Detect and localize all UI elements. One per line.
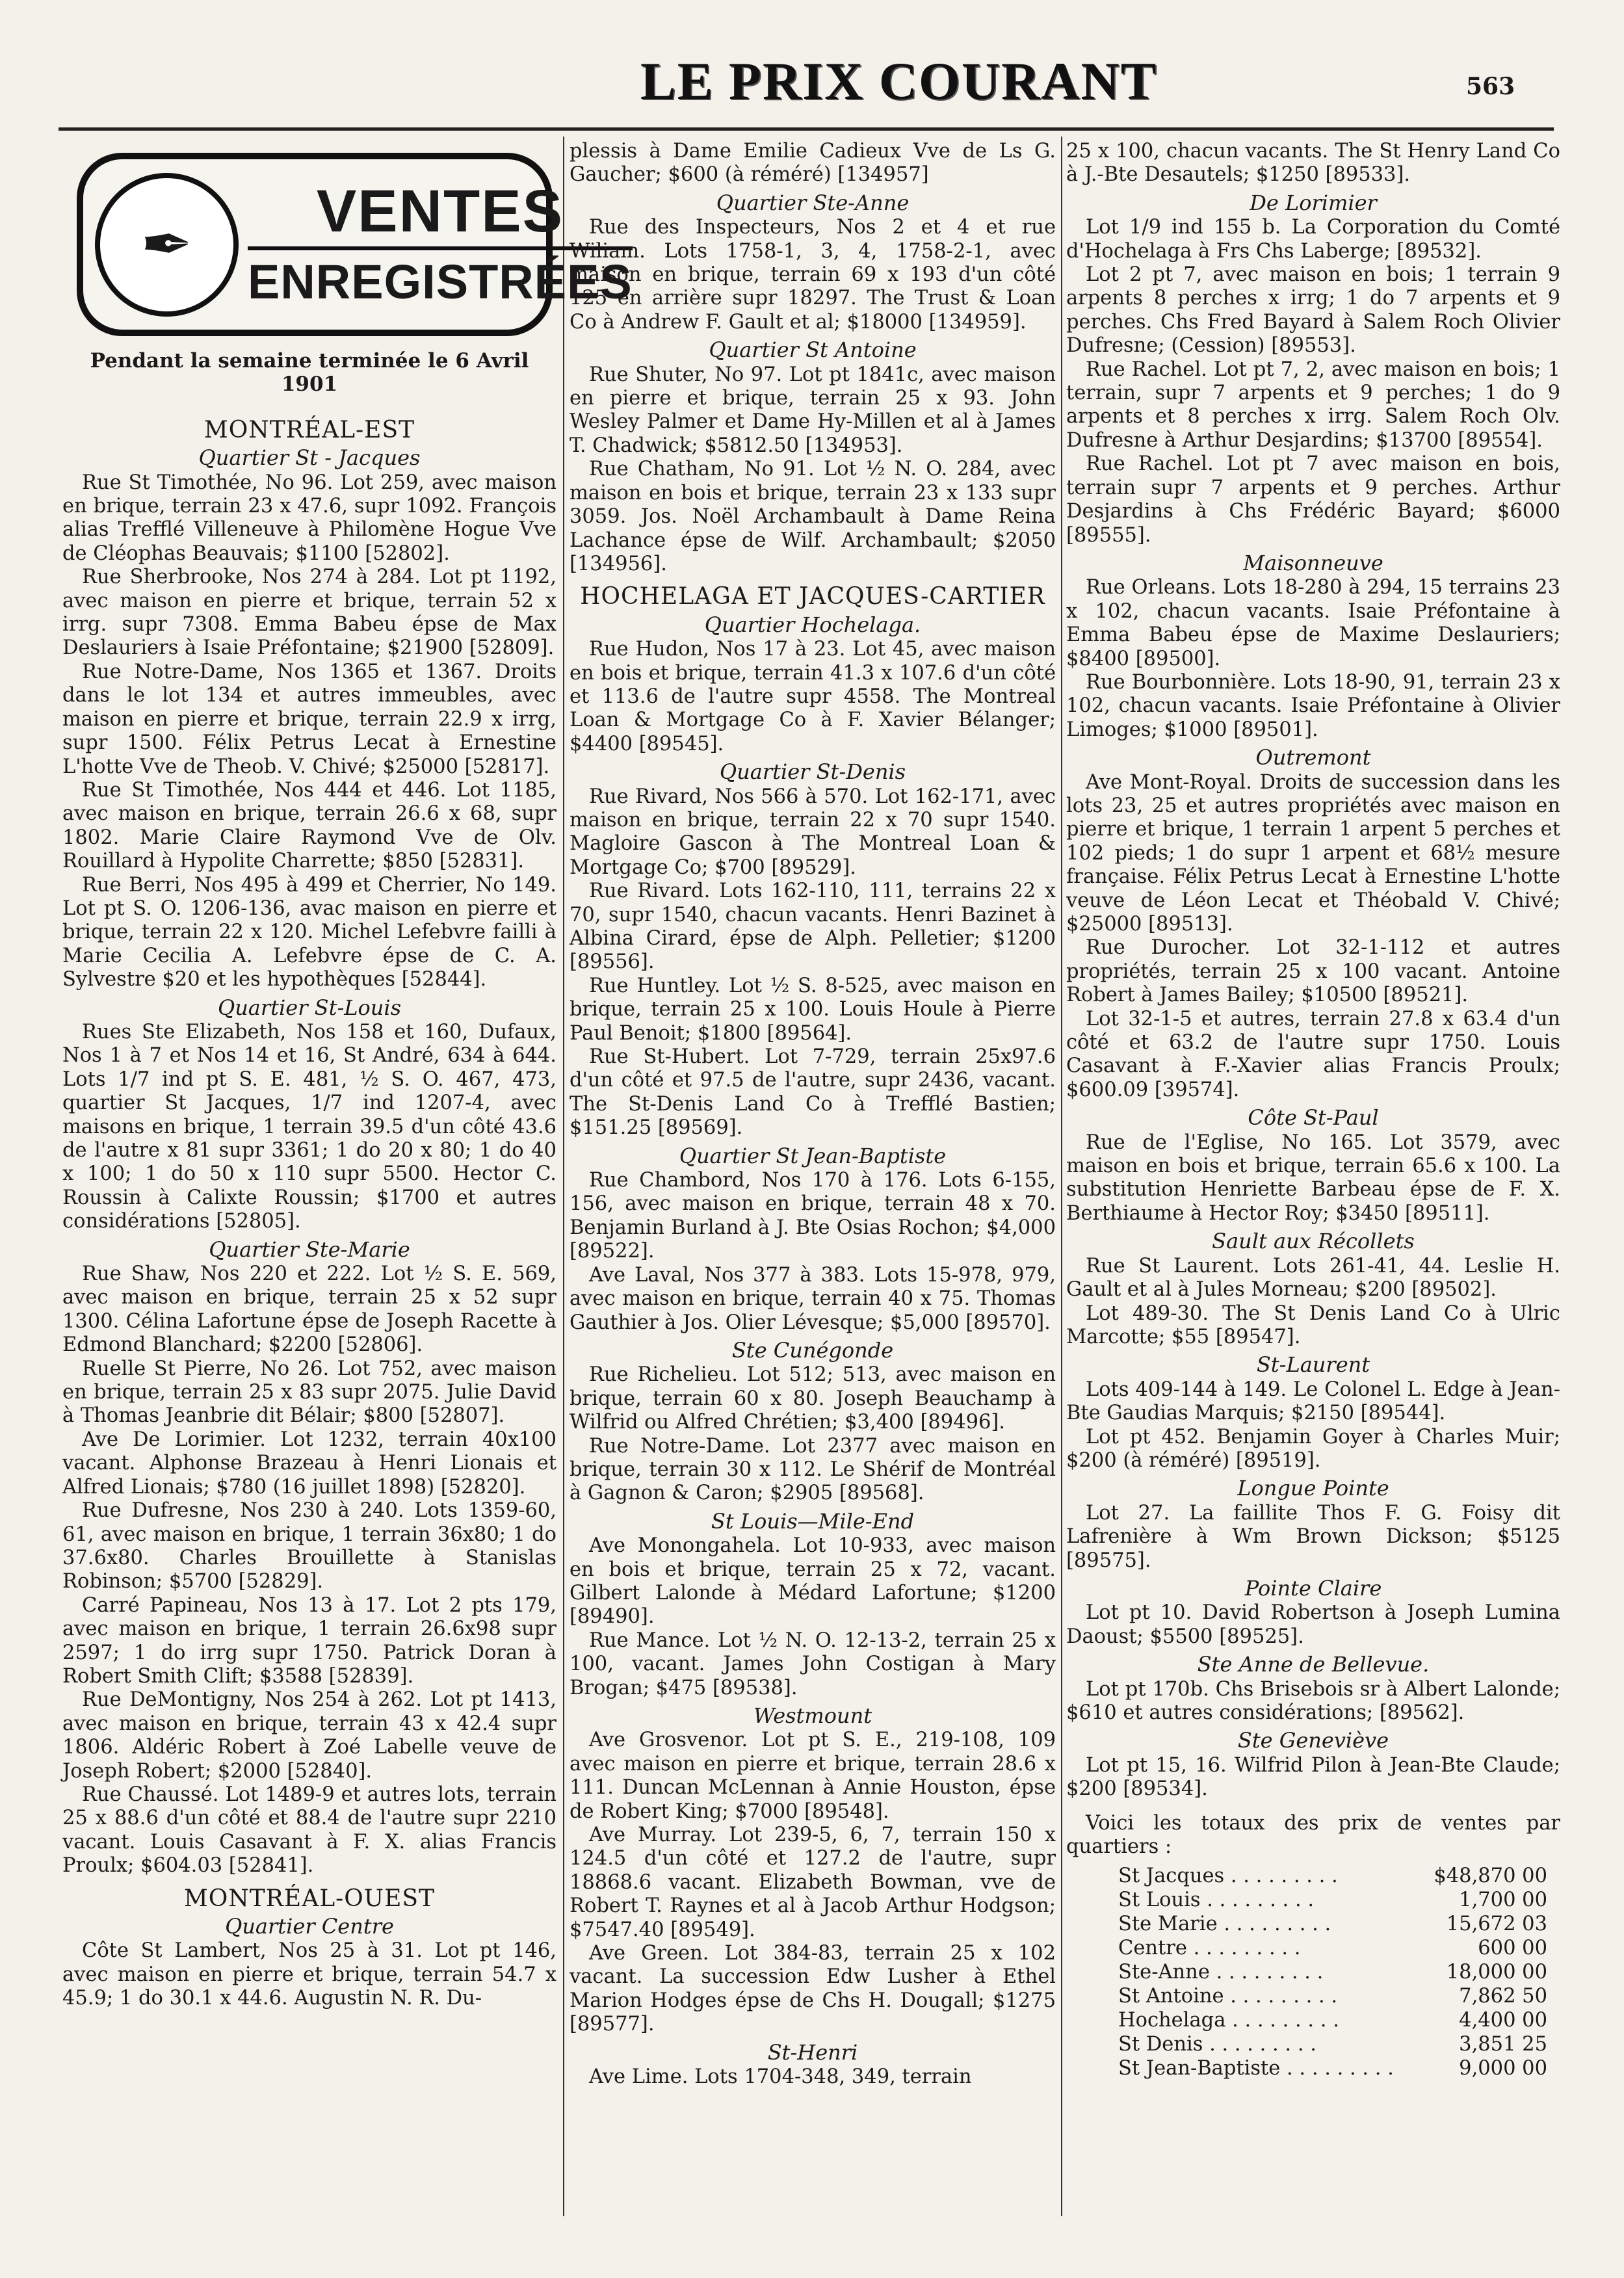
sale-entry: Rue Chambord, Nos 170 à 176. Lots 6-155, 156, avec maison en brique, terrain 48 x 70. Benjamin Burland à J. Bte Osias Rochon; $4,000 [89522]. <box>570 1169 1056 1263</box>
sale-entry: Rue Shaw, Nos 220 et 222. Lot ½ S. E. 569, avec maison en brique, terrain 25 x 52 supr 1300. Célina Lafortune épse de Joseph Racette à Edmond Blanchard; $2200 [52806]. <box>62 1263 557 1357</box>
sale-entry: Rue St-Hubert. Lot 7-729, terrain 25x97.6 d'un côté et 97.5 de l'autre, supr 2436, vacant. The St-Denis Land Co à Trefflé Bastien; $151.25 [89569]. <box>570 1045 1056 1140</box>
sale-entry: Ave Lime. Lots 1704-348, 349, terrain <box>589 2065 972 2089</box>
quarter-heading: Quartier Hochelaga. <box>704 612 921 637</box>
banner-title-line2: ENREGISTRÉES <box>248 255 633 309</box>
sale-entry: Lot pt 452. Benjamin Goyer à Charles Muir; $200 (à réméré) [89519]. <box>1066 1425 1560 1472</box>
totals-amount: 3,851 25 <box>1459 2033 1547 2056</box>
sale-entry: Lot 32-1-5 et autres, terrain 27.8 x 63.4 d'un côté et 63.2 de l'autre supr 1750. Louis Casavant à F.-Xavier alias Francis Proulx; $600.09 [39574]. <box>1066 1007 1560 1101</box>
totals-amount: 7,862 50 <box>1459 1985 1547 2008</box>
totals-amount: 4,400 00 <box>1459 2009 1547 2032</box>
sale-entry: Ave Green. Lot 384-83, terrain 25 x 102 vacant. La succession Edw Lusher à Ethel Marion Hodges épse de Chs H. Dougall; $1275 [89577]. <box>570 1942 1056 2036</box>
column-divider <box>563 137 564 2216</box>
quarter-heading: Longue Pointe <box>1237 1476 1389 1501</box>
sale-entry: Lot 27. La faillite Thos F. G. Foisy dit Lafrenière à Wm Brown Dickson; $5125 [89575]. <box>1066 1501 1560 1572</box>
totals-amount: 9,000 00 <box>1459 2057 1547 2080</box>
totals-row <box>1066 1984 1560 2008</box>
sale-entry: Rue DeMontigny, Nos 254 à 262. Lot pt 1413, avec maison en brique, terrain 43 x 42.4 supr 1806. Aldéric Robert à Zoé Labelle veuve de Joseph Robert; $2000 [52840]. <box>62 1688 557 1783</box>
quarter-heading: Quartier St Jean-Baptiste <box>679 1143 947 1168</box>
quarter-heading: Maisonneuve <box>1243 550 1383 575</box>
quarter-heading: Quartier St Antoine <box>709 337 917 363</box>
totals-label: St Louis . . . . . . . . . <box>1118 1889 1315 1912</box>
sale-entry: Carré Papineau, Nos 13 à 17. Lot 2 pts 179, avec maison en brique, 1 terrain 26.6x98 supr 2597; 1 do irrg supr 1750. Patrick Doran à Robert Smith Clift; $3588 [52839]. <box>62 1593 557 1688</box>
totals-amount: 600 00 <box>1478 1937 1547 1960</box>
sale-entry: Ave De Lorimier. Lot 1232, terrain 40x100 vacant. Alphonse Brazeau à Henri Lionais et Alfred Lionais; $780 (16 juillet 1898) [52820]. <box>62 1428 557 1499</box>
sale-entry: Rue Mance. Lot ½ N. O. 12-13-2, terrain 25 x 100, vacant. James John Costigan à Mary Brogan; $475 [89538]. <box>570 1629 1056 1699</box>
sale-entry: Rue St Laurent. Lots 261-41, 44. Leslie H. Gault et al à Jules Morneau; $200 [89502]. <box>1066 1254 1560 1302</box>
entry-continuation: 25 x 100, chacun vacants. The St Henry Land Co à J.-Bte Desautels; $1250 [89533]. <box>1066 140 1560 187</box>
sale-entry: Rue Sherbrooke, Nos 274 à 284. Lot pt 1192, avec maison en pierre et brique, terrain 52 x irrg. supr 7308. Emma Babeu épse de Max Deslauriers à Isaie Préfontaine; $21900 [52809]. <box>62 566 557 660</box>
quarter-heading: Outremont <box>1255 745 1371 770</box>
column-3-entries <box>1066 140 1560 1801</box>
totals-label: St Denis . . . . . . . . . <box>1118 2033 1316 2056</box>
totals-amount: 18,000 00 <box>1446 1961 1547 1984</box>
totals-row <box>1066 1936 1560 1960</box>
totals-table <box>1066 1864 1560 2080</box>
sale-entry: Lot pt 15, 16. Wilfrid Pilon à Jean-Bte Claude; $200 [89534]. <box>1066 1753 1560 1801</box>
quarter-heading: Quartier Ste-Anne <box>716 190 910 215</box>
sale-entry: Ave Mont-Royal. Droits de succession dans les lots 23, 25 et autres propriétés avec maison en pierre et brique, 1 terrain 1 arpent 5 perches et 102 pieds; 1 do supr 1 arpent et 68½ mesure française. Félix Petrus Lecat à Ernestine L'hotte veuve de Léon Lecat et Théobald V. Chivé; $25000 [89513]. <box>1066 770 1560 936</box>
quarter-heading: Westmount <box>753 1703 872 1728</box>
sale-entry: Rue St Timothée, No 96. Lot 259, avec maison en brique, terrain 23 x 47.6, supr 1092. François alias Trefflé Villeneuve à Philomène Hogue Vve de Cléophas Beauvais; $1100 [52802]. <box>62 471 557 565</box>
sale-entry: Rue Durocher. Lot 32-1-112 et autres propriétés, terrain 25 x 100 vacant. Antoine Robert à James Bailey; $10500 [89521]. <box>1066 936 1560 1007</box>
sale-entry: Ave Grosvenor. Lot pt S. E., 219-108, 109 avec maison en pierre et brique, terrain 28.6 x 111. Duncan McLennan à Annie Houston, épse de Robert King; $7000 [89548]. <box>570 1729 1056 1823</box>
period-heading: Pendant la semaine terminée le 6 Avril 1901 <box>90 349 529 397</box>
journal-logo: LE PRIX COURANT <box>640 51 1158 111</box>
sale-entry: Lot pt 170b. Chs Brisebois sr à Albert Lalonde; $610 et autres considérations; [89562]. <box>1066 1677 1560 1724</box>
sale-entry: Lots 409-144 à 149. Le Colonel L. Edge à Jean-Bte Gaudias Marquis; $2150 [89544]. <box>1066 1378 1560 1425</box>
sale-entry: Rue Hudon, Nos 17 à 23. Lot 45, avec maison en bois et brique, terrain 41.3 x 107.6 d'un côté et 113.6 de l'autre supr 4558. The Montreal Loan & Mortgage Co à F. Xavier Bélanger; $4400 [89545]. <box>570 638 1056 755</box>
sale-entry: Ave Laval, Nos 377 à 383. Lots 15-978, 979, avec maison en brique, terrain 40 x 75. Thomas Gauthier à Jos. Olier Lévesque; $5,000 [89570]. <box>570 1263 1056 1334</box>
quarter-heading: Quartier St-Louis <box>217 995 402 1020</box>
sale-entry: Côte St Lambert, Nos 25 à 31. Lot pt 146, avec maison en pierre et brique, terrain 54.7 x 45.9; 1 do 30.1 x 44.6. Augustin N. R. Du- <box>62 1939 557 2010</box>
quarter-heading: St-Laurent <box>1256 1352 1370 1378</box>
sale-entry: Rue Notre-Dame. Lot 2377 avec maison en brique, terrain 30 x 112. Le Shérif de Montréal à Gagnon & Caron; $2905 [89568]. <box>570 1434 1056 1505</box>
totals-row <box>1066 2032 1560 2056</box>
totals-amount: $48,870 00 <box>1434 1865 1547 1888</box>
quarter-heading: Quartier St - Jacques <box>198 445 421 471</box>
header-rule <box>59 127 1554 131</box>
sale-entry: Ave Murray. Lot 239-5, 6, 7, terrain 150 x 124.5 d'un côté et 127.2 de l'autre, supr 18868.6 vacant. Elizabeth Bowman, vve de Robert T. Raynes et al à Jacob Arthur Hodgson; $7547.40 [89549]. <box>570 1824 1056 1941</box>
sale-entry: Ave Monongahela. Lot 10-933, avec maison en bois et brique, terrain 25 x 72, vacant. Gilbert Lalonde à Médard Lafortune; $1200 [89490]. <box>570 1534 1056 1629</box>
sale-entry: Ruelle St Pierre, No 26. Lot 752, avec maison en brique, terrain 25 x 83 supr 2075. Julie David à Thomas Jeanbrie dit Bélair; $800 [52807]. <box>62 1357 557 1428</box>
sale-entry: Rue Dufresne, Nos 230 à 240. Lots 1359-60, 61, avec maison en brique, 1 terrain 36x80; 1 do 37.6x80. Charles Brouillette à Stanislas Robinson; $5700 [52829]. <box>62 1499 557 1593</box>
pelican-emblem-icon: ✒ <box>95 173 239 317</box>
totals-row <box>1066 1960 1560 1984</box>
sale-entry: Rue Richelieu. Lot 512; 513, avec maison en brique, terrain 60 x 80. Joseph Beauchamp à Wilfrid ou Alfred Chrétien; $3,400 [89496]. <box>570 1363 1056 1434</box>
sale-entry: Rue des Inspecteurs, Nos 2 et 4 et rue Wiliam. Lots 1758-1, 3, 4, 1758-2-1, avec maison en brique, terrain 69 x 193 d'un côté 125 en arrière supr 18297. The Trust & Loan Co à Andrew F. Gault et al; $18000 [134959]. <box>570 216 1056 334</box>
sale-entry: Rue Huntley. Lot ½ S. 8-525, avec maison en brique, terrain 25 x 100. Louis Houle à Pierre Paul Benoit; $1800 [89564]. <box>570 974 1056 1045</box>
quarter-heading: Sault aux Récollets <box>1212 1229 1415 1254</box>
quarter-heading: Quartier Ste-Marie <box>209 1237 410 1262</box>
sale-entry: Rue de l'Eglise, No 165. Lot 3579, avec maison en bois et brique, terrain 65.6 x 100. La substitution Henriette Barbeau épse de F. X. Berthiaume à Hector Roy; $3450 [89511]. <box>1066 1131 1560 1225</box>
sale-entry: Lot 489-30. The St Denis Land Co à Ulric Marcotte; $55 [89547]. <box>1066 1302 1560 1348</box>
masthead <box>0 39 1624 117</box>
sale-entry: Rue Chaussé. Lot 1489-9 et autres lots, terrain 25 x 88.6 d'un côté et 88.4 de l'autre supr 2210 vacant. Louis Casavant à F. X. alias Francis Proulx; $604.03 [52841]. <box>62 1783 557 1878</box>
quarter-heading: Quartier St-Denis <box>719 759 906 785</box>
column-1-entries <box>62 416 557 2011</box>
totals-label: St Jacques . . . . . . . . . <box>1118 1865 1338 1888</box>
totals-amount: 1,700 00 <box>1459 1889 1547 1912</box>
totals-label: St Antoine . . . . . . . . . <box>1118 1985 1338 2008</box>
sale-entry: Rues Ste Elizabeth, Nos 158 et 160, Dufaux, Nos 1 à 7 et Nos 14 et 16, St André, 634 à 644. Lots 1/7 ind pt S. E. 481, ½ S. O. 467, 473, quartier St Jacques, 1/7 ind 1207-4, avec maisons en brique, 1 terrain 39.5 d'un côté 43.6 de l'autre x 81 supr 3361; 1 do 20 x 80; 1 do 40 x 100; 1 do 50 x 110 supr 5500. Hector C. Roussin à Calixte Roussin; $1700 et autres considérations [52805]. <box>62 1020 557 1233</box>
totals-row <box>1066 2008 1560 2032</box>
quarter-heading: De Lorimier <box>1250 190 1377 215</box>
totals-intro: Voici les totaux des prix de ventes par quartiers : <box>1066 1811 1560 1859</box>
quarter-heading: St-Henri <box>767 2039 858 2065</box>
sale-entry: Rue Bourbonnière. Lots 18-90, 91, terrain 23 x 102, chacun vacants. Isaie Préfontaine à Olivier Limoges; $1000 [89501]. <box>1066 670 1560 741</box>
page-number: 563 <box>1466 73 1515 100</box>
entry-continuation: plessis à Dame Emilie Cadieux Vve de Ls G. Gaucher; $600 (à réméré) [134957] <box>570 140 1056 187</box>
section-banner <box>77 153 633 336</box>
banner-title-line1: VENTES <box>248 179 633 250</box>
quarter-heading: St Louis—Mile-End <box>711 1508 915 1534</box>
column-divider <box>1061 137 1062 2216</box>
column-2 <box>570 140 1056 2213</box>
totals-label: Hochelaga . . . . . . . . . <box>1118 2009 1339 2032</box>
district-heading: HOCHELAGA ET JACQUES-CARTIER <box>580 583 1045 610</box>
quarter-heading: Ste Cunégonde <box>731 1337 894 1363</box>
sale-entry: Rue Rivard, Nos 566 à 570. Lot 162-171, avec maison en brique, terrain 22 x 70 supr 1540. Magloire Gascon à The Montreal Loan & Mortgage Co; $700 [89529]. <box>570 785 1056 879</box>
totals-label: Ste-Anne . . . . . . . . . <box>1118 1961 1324 1984</box>
quarter-heading: Pointe Claire <box>1244 1575 1382 1601</box>
quarter-heading: Ste Anne de Bellevue. <box>1197 1652 1430 1677</box>
quarter-heading: Côte St-Paul <box>1248 1105 1379 1131</box>
column-1 <box>62 140 633 2213</box>
totals-label: Ste Marie . . . . . . . . . <box>1118 1913 1331 1936</box>
totals-row <box>1066 1912 1560 1936</box>
sale-entry: Rue St Timothée, Nos 444 et 446. Lot 1185, avec maison en brique, terrain 26.6 x 68, supr 1802. Marie Claire Raymond Vve de Olv. Rouillard à Hypolite Charrette; $850 [52831]. <box>62 778 557 873</box>
sale-entry: Rue Chatham, No 91. Lot ½ N. O. 284, avec maison en bois et brique, terrain 23 x 133 supr 3059. Jos. Noël Archambault à Dame Reina Lachance épse de Wilf. Archambault; $2050 [134956]. <box>570 458 1056 575</box>
totals-row <box>1066 1888 1560 1912</box>
sale-entry: Lot 1/9 ind 155 b. La Corporation du Comté d'Hochelaga à Frs Chs Laberge; [89532]. <box>1066 216 1560 263</box>
totals-row <box>1066 2056 1560 2080</box>
district-heading: MONTRÉAL-EST <box>203 416 415 443</box>
totals-label: Centre . . . . . . . . . <box>1118 1937 1301 1960</box>
sale-entry: Rue Rachel. Lot pt 7 avec maison en bois, terrain supr 7 arpents et 9 perches. Arthur Desjardins à Chs Frédéric Bayard; $6000 [89555]. <box>1066 452 1560 547</box>
quarter-heading: Ste Geneviève <box>1237 1728 1389 1753</box>
sale-entry: Rue Rachel. Lot pt 7, 2, avec maison en bois; 1 terrain, supr 7 arpents et 9 perches; 1 do 9 arpents et 8 perches x irrg. Salem Roch Olv. Dufresne à Arthur Desjardins; $13700 [89554]. <box>1066 358 1560 452</box>
district-heading: MONTRÉAL-OUEST <box>183 1885 436 1912</box>
column-2-entries <box>570 140 1056 2089</box>
sale-entry: Lot 2 pt 7, avec maison en bois; 1 terrain 9 arpents 8 perches x irrg; 1 do 7 arpents et 9 perches. Chs Fred Bayard à Salem Roch Olivier Dufresne; (Cession) [89553]. <box>1066 263 1560 358</box>
sale-entry: Rue Shuter, No 97. Lot pt 1841c, avec maison en pierre et brique, terrain 25 x 93. John Wesley Palmer et Dame Hy-Millen et al à James T. Chadwick; $5812.50 [134953]. <box>570 363 1056 457</box>
sale-entry: Rue Orleans. Lots 18-280 à 294, 15 terrains 23 x 102, chacun vacants. Isaie Préfontaine à Emma Babeu épse de Maxime Deslauriers; $8400 [89500]. <box>1066 576 1560 670</box>
sale-entry: Rue Notre-Dame, Nos 1365 et 1367. Droits dans le lot 134 et autres immeubles, avec maison en pierre et brique, terrain 22.9 x irrg, supr 1500. Félix Petrus Lecat à Ernestine L'hotte Vve de Theob. V. Chivé; $25000 [52817]. <box>62 660 557 778</box>
totals-label: St Jean-Baptiste . . . . . . . . . <box>1118 2057 1394 2080</box>
sale-entry: Lot pt 10. David Robertson à Joseph Lumina Daoust; $5500 [89525]. <box>1066 1601 1560 1648</box>
quarter-heading: Quartier Centre <box>225 1914 394 1939</box>
column-3 <box>1066 140 1560 2213</box>
totals-row <box>1066 1864 1560 1888</box>
totals-amount: 15,672 03 <box>1446 1913 1547 1936</box>
sale-entry: Rue Berri, Nos 495 à 499 et Cherrier, No 149. Lot pt S. O. 1206-136, avac maison en pierre et brique, terrain 22 x 120. Michel Lefebvre failli à Marie Cecilia A. Lefebvre épse de C. A. Sylvestre $20 et les hypothèques [52844]. <box>62 873 557 991</box>
sale-entry: Rue Rivard. Lots 162-110, 111, terrains 22 x 70, supr 1540, chacun vacants. Henri Bazinet à Albina Cirard, épse de Alph. Pelletier; $1200 [89556]. <box>570 880 1056 974</box>
